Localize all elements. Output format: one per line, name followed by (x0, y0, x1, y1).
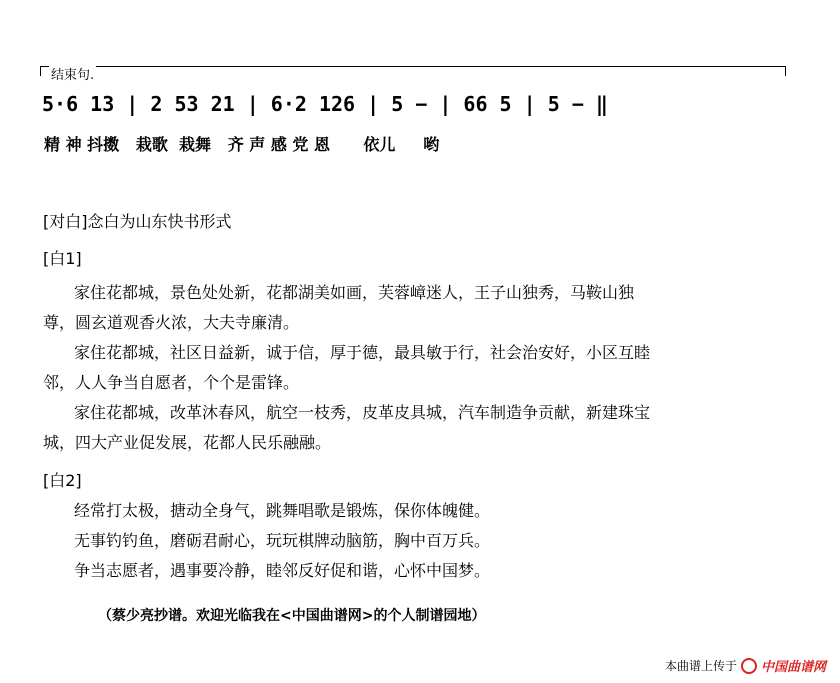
part1-label: [白1] (43, 249, 82, 268)
part1-line: 城，四大产业促发展，花都人民乐融融。 (43, 433, 332, 452)
part1-line: 家住花都城，景色处处新，花都湖美如画，芙蓉嶂迷人，王子山独秀，马鞍山独 (74, 283, 635, 302)
credit-line: （蔡少亮抄谱。欢迎光临我在<中国曲谱网>的个人制谱园地） (98, 608, 486, 624)
part2-line: 经常打太极，搪动全身气，跳舞唱歌是锻炼，保你体魄健。 (74, 501, 491, 520)
part2-line: 无事钓钓鱼，磨砺君耐心，玩玩棋牌动脑筋，胸中百万兵。 (74, 531, 491, 550)
ending-label: 结束句. (49, 64, 96, 83)
part1-line: 家住花都城，社区日益新，诚于信，厚于德，最具敏于行，社会治安好，小区互睦 (74, 343, 651, 362)
upload-text: 本曲谱上传于 (664, 659, 737, 673)
footer (665, 656, 826, 675)
part1-line: 家住花都城，改革沐春风，航空一枝秀，皮革皮具城，汽车制造争贡献，新建珠宝 (74, 403, 651, 422)
lyrics-line: 精 神 抖擞 栽歌 栽舞 齐 声 感 党 恩 依儿 哟 (44, 135, 440, 154)
jianpu-score (40, 66, 786, 156)
site-logo: 中国曲谱网 (760, 660, 826, 675)
part1-line: 尊，圆玄道观香火浓，大夫寺廉清。 (43, 313, 300, 332)
part2-label: [白2] (43, 471, 82, 490)
notes-line: 5·6 13 | 2 53 21 | 6·2 126 | 5 − | 66 5 | 5 − ‖ (42, 92, 608, 116)
dialog-header: [对白]念白为山东快书形式 (43, 212, 232, 231)
ending-bracket (40, 66, 786, 75)
part2-line: 争当志愿者，遇事要冷静，睦邻反好促和谐，心怀中国梦。 (74, 561, 491, 580)
logo-icon (741, 658, 757, 674)
part1-line: 邻，人人争当自愿者，个个是雷锋。 (43, 373, 300, 392)
